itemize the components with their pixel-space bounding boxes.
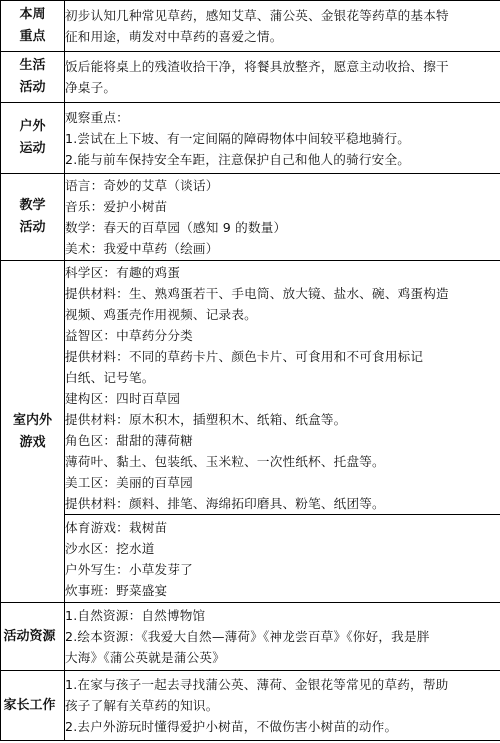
text-line: 孩子了解有关草药的知识。 <box>65 698 219 713</box>
row-label-teaching: 教学 活动 <box>1 174 65 261</box>
row-resources <box>1 603 500 671</box>
row-outdoor-sports <box>1 103 500 174</box>
row-daily-life <box>1 52 500 103</box>
text-line: 建构区：四时百草园 <box>65 390 181 406</box>
text-line: 饭后能将桌上的残渣收拾干净，将餐具放整齐，愿意主动收拾、擦干 <box>65 59 449 74</box>
row-weekly-focus <box>1 1 500 52</box>
row-content-parent-work <box>65 671 500 741</box>
row-games-indoor <box>1 261 500 515</box>
text-line: 2.去户外游玩时懂得爱护小树苗，不做伤害小树苗的动作。 <box>65 719 398 734</box>
row-label-text: 活动资源 <box>3 628 56 644</box>
text-line: 观察重点： <box>65 109 129 125</box>
row-label-outdoor-sports: 户外 运动 <box>1 103 65 174</box>
text-line: 提供材料：生、熟鸡蛋若干、手电筒、放大镜、盐水、碗、鸡蛋构造 <box>65 285 449 301</box>
text-line: 白纸、记号笔。 <box>65 369 155 385</box>
row-label-weekly-focus: 本周 重点 <box>1 1 65 52</box>
row-label-daily-life: 生活 活动 <box>1 52 65 103</box>
text-line: 数学：春天的百草园（感知 9 的数量） <box>65 220 287 235</box>
text-line: 2.绘本资源：《我爱大自然—薄荷》《神龙尝百草》《你好，我是胖 <box>65 629 430 644</box>
row-teaching <box>1 174 500 261</box>
text-line: 2.能与前车保持安全车距，注意保护自己和他人的骑行安全。 <box>65 151 411 167</box>
text-line: 1.在家与孩子一起去寻找蒲公英、薄荷、金银花等常见的草药，帮助 <box>65 677 449 692</box>
text-line: 薄荷叶、黏土、包装纸、玉米粒、一次性纸杯、托盘等。 <box>65 453 385 469</box>
text-line: 美工区：美丽的百草园 <box>65 474 193 490</box>
row-content-weekly-focus <box>65 1 500 52</box>
row-content-resources <box>65 603 500 671</box>
text-line: 炊事班：野菜盛宴 <box>65 582 168 598</box>
text-line: 1.尝试在上下坡、有一定间隔的障碍物体中间较平稳地骑行。 <box>65 130 411 146</box>
text-line: 益智区：中草药分分类 <box>65 327 193 343</box>
row-label-resources <box>1 603 65 671</box>
text-line: 体育游戏：栽树苗 <box>65 519 168 535</box>
text-line: 户外写生：小草发芽了 <box>65 561 193 577</box>
text-line: 1.自然资源：自然博物馆 <box>65 608 206 623</box>
text-line: 科学区：有趣的鸡蛋 <box>65 264 181 280</box>
row-label-games: 室内外 游戏 <box>1 261 65 603</box>
row-label-text: 家长工作 <box>3 697 56 713</box>
text-line: 美术：我爱中草药（绘画） <box>65 241 219 256</box>
row-parent-work <box>1 671 500 741</box>
text-line: 角色区：甜甜的薄荷糖 <box>65 432 193 448</box>
text-line: 征和用途，萌发对中草药的喜爱之情。 <box>65 29 283 44</box>
text-line: 提供材料：不同的草药卡片、颜色卡片、可食用和不可食用标记 <box>65 348 424 364</box>
text-line: 沙水区：挖水道 <box>65 540 155 556</box>
text-line: 初步认知几种常见草药，感知艾草、蒲公英、金银花等药草的基本特 <box>65 8 449 23</box>
text-line: 大海》《蒲公英就是蒲公英》 <box>65 650 226 665</box>
text-line: 提供材料：原木积木，插塑积木、纸箱、纸盒等。 <box>65 411 347 427</box>
text-line: 净桌子。 <box>65 80 117 95</box>
row-content-games-indoor <box>65 261 500 515</box>
row-content-teaching <box>65 174 500 261</box>
text-line: 提供材料：颜料、排笔、海绵拓印磨具、粉笔、纸团等。 <box>65 495 385 511</box>
text-line: 音乐：爱护小树苗 <box>65 199 168 214</box>
text-line: 语言：奇妙的艾草（谈话） <box>65 178 219 193</box>
row-label-parent-work <box>1 671 65 741</box>
row-content-outdoor-sports <box>65 103 500 174</box>
text-line: 视频、鸡蛋壳作用视频、记录表。 <box>65 306 257 322</box>
row-games-outdoor <box>1 515 500 603</box>
row-content-games-outdoor <box>65 515 500 603</box>
row-content-daily-life <box>65 52 500 103</box>
